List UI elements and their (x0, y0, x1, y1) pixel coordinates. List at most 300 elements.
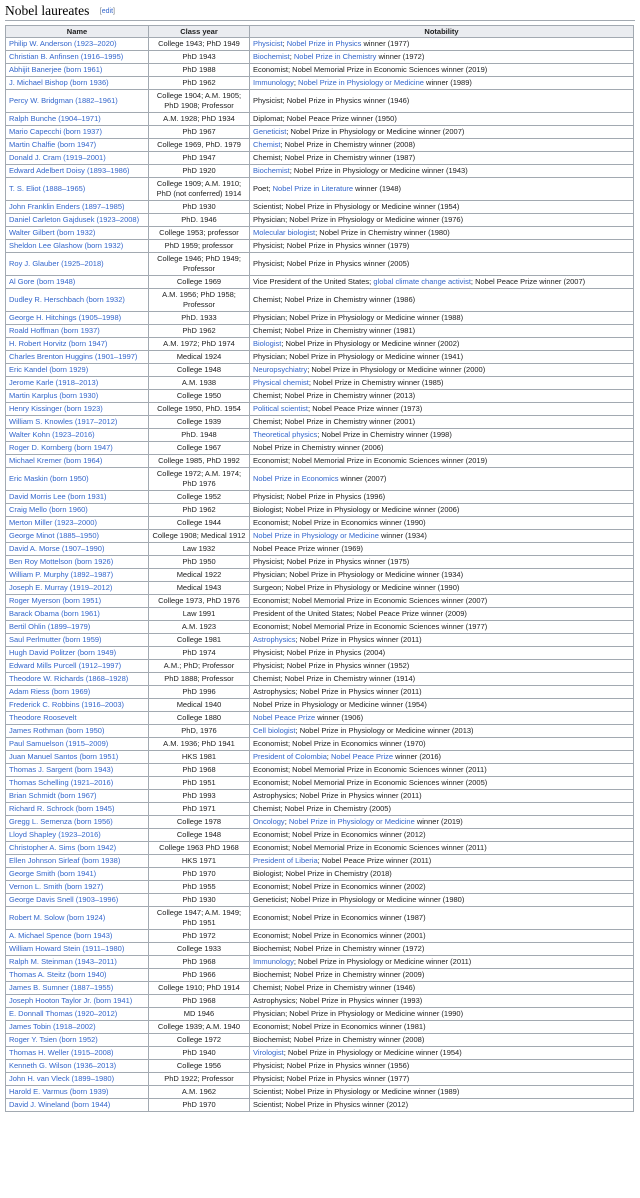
table-row (6, 504, 634, 517)
class-year-cell: PhD 1970 (149, 868, 250, 881)
laureate-name-cell (6, 1073, 149, 1086)
laureate-name-link[interactable]: Bertil Ohlin (1899–1979) (9, 622, 91, 631)
laureate-name-cell (6, 647, 149, 660)
notability-text: Astrophysics; Nobel Prize in Physics winner (2011) (253, 791, 422, 800)
laureate-name-link[interactable]: Robert M. Solow (born 1924) (9, 913, 106, 922)
laureate-name-link[interactable]: Charles Brenton Huggins (1901–1997) (9, 352, 138, 361)
laureate-name-cell (6, 1086, 149, 1099)
laureate-name-link[interactable]: David Morris Lee (born 1931) (9, 492, 107, 501)
laureate-name-link[interactable]: E. Donnall Thomas (1920–2012) (9, 1009, 118, 1018)
table-row (6, 855, 634, 868)
laureate-name-cell (6, 455, 149, 468)
laureate-name-cell (6, 468, 149, 491)
laureate-name-cell (6, 152, 149, 165)
notability-cell (250, 738, 634, 751)
laureate-name-link[interactable]: Roger D. Kornberg (born 1947) (9, 443, 113, 452)
laureate-name-cell (6, 276, 149, 289)
laureate-name-link[interactable]: Kenneth G. Wilson (1936–2013) (9, 1061, 117, 1070)
notability-link[interactable]: Cell biologist (253, 726, 296, 735)
laureate-name-link[interactable]: Thomas A. Steitz (born 1940) (9, 970, 107, 979)
laureate-name-cell (6, 621, 149, 634)
table-row (6, 64, 634, 77)
class-year-cell: College 1969, PhD. 1979 (149, 139, 250, 152)
notability-text: Physicist; Nobel Prize in Physics winner (1975) (253, 557, 410, 566)
laureate-name-link[interactable]: John Franklin Enders (1897–1985) (9, 202, 125, 211)
laureate-name-cell (6, 51, 149, 64)
notability-cell (250, 956, 634, 969)
class-year-cell: College 1978 (149, 816, 250, 829)
table-row (6, 227, 634, 240)
laureate-name-link[interactable]: Eric Kandel (born 1929) (9, 365, 89, 374)
notability-text: ; (289, 52, 294, 61)
table-row (6, 943, 634, 956)
notability-text: President of the United States; Nobel Peace Prize winner (2009) (253, 609, 467, 618)
notability-text: ; (326, 752, 331, 761)
laureate-name-link[interactable]: Vernon L. Smith (born 1927) (9, 882, 104, 891)
notability-cell (250, 1060, 634, 1073)
class-year-cell: College 1950, PhD. 1954 (149, 403, 250, 416)
notability-cell (250, 829, 634, 842)
class-year-cell: College 1969 (149, 276, 250, 289)
laureate-name-link[interactable]: Walter Kohn (1923–2016) (9, 430, 95, 439)
table-row (6, 390, 634, 403)
class-year-cell: College 1950 (149, 390, 250, 403)
column-header-class-year[interactable]: Class year (149, 26, 250, 38)
notability-link[interactable]: Oncology (253, 817, 285, 826)
notability-text: Biologist; Nobel Prize in Physiology or Medicine winner (2006) (253, 505, 460, 514)
class-year-cell: College 1880 (149, 712, 250, 725)
notability-link[interactable]: Nobel Prize in Physiology or Medicine (288, 817, 415, 826)
laureate-name-link[interactable]: Roald Hoffman (born 1937) (9, 326, 100, 335)
laureate-name-link[interactable]: Theodore W. Richards (1868–1928) (9, 674, 129, 683)
notability-text: Chemist; Nobel Prize in Chemistry winner (1986) (253, 295, 416, 304)
class-year-cell: College 1933 (149, 943, 250, 956)
laureate-name-link[interactable]: Joseph E. Murray (1919–2012) (9, 583, 113, 592)
notability-text: winner (1989) (423, 78, 472, 87)
edit-section (100, 8, 115, 15)
laureate-name-link[interactable]: T. S. Eliot (1888–1965) (9, 184, 86, 193)
notability-cell (250, 686, 634, 699)
laureate-name-cell (6, 712, 149, 725)
laureate-name-link[interactable]: A. Michael Spence (born 1943) (9, 931, 113, 940)
laureate-name-link[interactable]: Christian B. Anfinsen (1916–1995) (9, 52, 124, 61)
laureate-name-link[interactable]: Edward Adelbert Doisy (1893–1986) (9, 166, 130, 175)
laureate-name-link[interactable]: Ralph Bunche (1904–1971) (9, 114, 101, 123)
laureate-name-link[interactable]: George Minot (1885–1950) (9, 531, 100, 540)
notability-link[interactable]: Political scientist (253, 404, 309, 413)
laureate-name-link[interactable]: Theodore Roosevelt (9, 713, 77, 722)
class-year-cell: College 1947; A.M. 1949; PhD 1951 (149, 907, 250, 930)
laureate-name-link[interactable]: George Davis Snell (1903–1996) (9, 895, 119, 904)
table-row (6, 982, 634, 995)
class-year-cell: PhD 1971 (149, 803, 250, 816)
class-year-cell: PhD 1970 (149, 1099, 250, 1112)
laureate-name-cell (6, 289, 149, 312)
laureate-name-link[interactable]: Ellen Johnson Sirleaf (born 1938) (9, 856, 121, 865)
laureate-name-cell (6, 113, 149, 126)
class-year-cell: PhD 1996 (149, 686, 250, 699)
class-year-cell: Medical 1924 (149, 351, 250, 364)
laureate-name-link[interactable]: Hugh David Politzer (born 1949) (9, 648, 117, 657)
notability-link[interactable]: Chemist (253, 140, 281, 149)
laureate-name-link[interactable]: Philip W. Anderson (1923–2020) (9, 39, 117, 48)
table-row (6, 608, 634, 621)
notability-text: Biochemist; Nobel Prize in Chemistry winner (1972) (253, 944, 425, 953)
notability-link[interactable]: Biochemist (253, 52, 290, 61)
table-row (6, 90, 634, 113)
notability-link[interactable]: Nobel Prize in Economics (253, 474, 339, 483)
laureate-name-link[interactable]: Michael Kremer (born 1964) (9, 456, 103, 465)
notability-cell (250, 582, 634, 595)
notability-cell (250, 881, 634, 894)
laureate-name-link[interactable]: Dudley R. Herschbach (born 1932) (9, 295, 125, 304)
notability-cell (250, 764, 634, 777)
table-row (6, 442, 634, 455)
class-year-cell: PhD 1888; Professor (149, 673, 250, 686)
laureate-name-cell (6, 673, 149, 686)
notability-link[interactable]: Nobel Peace Prize (253, 713, 316, 722)
laureate-name-link[interactable]: Walter Gilbert (born 1932) (9, 228, 96, 237)
notability-link[interactable]: Neuropsychiatry (253, 365, 308, 374)
laureates-table (5, 25, 634, 1112)
notability-link[interactable]: Molecular biologist (253, 228, 316, 237)
notability-cell (250, 491, 634, 504)
table-row (6, 468, 634, 491)
notability-text: winner (2016) (393, 752, 442, 761)
notability-text: ; Nobel Prize in Physiology or Medicine winner (2013) (295, 726, 474, 735)
class-year-cell: PhD 1967 (149, 126, 250, 139)
notability-cell (250, 982, 634, 995)
notability-text: Diplomat; Nobel Peace Prize winner (1950) (253, 114, 397, 123)
table-row (6, 881, 634, 894)
laureate-name-cell (6, 943, 149, 956)
laureate-name-link[interactable]: George H. Hitchings (1905–1998) (9, 313, 122, 322)
notability-cell (250, 1008, 634, 1021)
notability-link[interactable]: Immunology (253, 78, 294, 87)
notability-cell (250, 442, 634, 455)
class-year-cell: PhD 1962 (149, 77, 250, 90)
laureate-name-cell (6, 686, 149, 699)
laureate-name-cell (6, 660, 149, 673)
notability-cell (250, 517, 634, 530)
table-row (6, 569, 634, 582)
table-row (6, 764, 634, 777)
laureate-name-link[interactable]: Sheldon Lee Glashow (born 1932) (9, 241, 124, 250)
notability-link[interactable]: Theoretical physics (253, 430, 318, 439)
laureate-name-link[interactable]: William S. Knowles (1917–2012) (9, 417, 118, 426)
laureate-name-cell (6, 416, 149, 429)
laureate-name-cell (6, 390, 149, 403)
class-year-cell: College 1981 (149, 634, 250, 647)
laureate-name-cell (6, 634, 149, 647)
laureate-name-cell (6, 829, 149, 842)
notability-cell (250, 227, 634, 240)
laureate-name-link[interactable]: Paul Samuelson (1915–2009) (9, 739, 109, 748)
laureate-name-link[interactable]: David A. Morse (1907–1990) (9, 544, 105, 553)
laureate-name-link[interactable]: Percy W. Bridgman (1882–1961) (9, 96, 118, 105)
edit-link[interactable]: edit (101, 8, 114, 15)
table-row (6, 582, 634, 595)
notability-cell (250, 930, 634, 943)
laureate-name-link[interactable]: Barack Obama (born 1961) (9, 609, 100, 618)
notability-link[interactable]: Nobel Prize in Literature (272, 184, 354, 193)
notability-link[interactable]: Astrophysics (253, 635, 296, 644)
notability-text: winner (1948) (353, 184, 402, 193)
laureate-name-link[interactable]: Donald J. Cram (1919–2001) (9, 153, 106, 162)
edit-bracket-open: [ (99, 8, 102, 15)
laureate-name-cell (6, 777, 149, 790)
table-header-row (6, 26, 634, 38)
notability-cell (250, 403, 634, 416)
laureate-name-link[interactable]: Mario Capecchi (born 1937) (9, 127, 102, 136)
class-year-cell: College 1948 (149, 364, 250, 377)
laureate-name-cell (6, 1034, 149, 1047)
laureate-name-link[interactable]: William Howard Stein (1911–1980) (9, 944, 125, 953)
notability-cell (250, 377, 634, 390)
laureate-name-link[interactable]: Lloyd Shapley (1923–2016) (9, 830, 101, 839)
laureate-name-link[interactable]: Abhijit Banerjee (born 1961) (9, 65, 103, 74)
laureate-name-cell (6, 894, 149, 907)
notability-text: Physician; Nobel Prize in Physiology or Medicine winner (1990) (253, 1009, 464, 1018)
table-row (6, 289, 634, 312)
notability-cell (250, 621, 634, 634)
laureate-name-link[interactable]: J. Michael Bishop (born 1936) (9, 78, 109, 87)
notability-text: Nobel Prize in Physiology or Medicine winner (1954) (253, 700, 427, 709)
laureate-name-link[interactable]: Jerome Karle (1918–2013) (9, 378, 99, 387)
notability-text: Economist; Nobel Memorial Prize in Economic Sciences winner (2019) (253, 65, 488, 74)
laureate-name-link[interactable]: James Tobin (1918–2002) (9, 1022, 96, 1031)
notability-cell (250, 38, 634, 51)
class-year-cell: College 1939 (149, 416, 250, 429)
laureate-name-cell (6, 253, 149, 276)
section-title: Nobel laureates (5, 3, 90, 18)
table-row (6, 829, 634, 842)
table-row (6, 634, 634, 647)
notability-cell (250, 312, 634, 325)
notability-text: Economist; Nobel Prize in Economics winner (1990) (253, 518, 426, 527)
laureate-name-cell (6, 325, 149, 338)
column-header-notability[interactable]: Notability (250, 26, 634, 38)
notability-link[interactable]: President of Liberia (253, 856, 318, 865)
notability-text: ; Nobel Prize in Physics winner (2011) (295, 635, 422, 644)
table-row (6, 660, 634, 673)
class-year-cell: College 1972 (149, 1034, 250, 1047)
class-year-cell: PhD 1940 (149, 1047, 250, 1060)
laureate-name-link[interactable]: Martin Chalfie (born 1947) (9, 140, 97, 149)
table-row (6, 126, 634, 139)
notability-link[interactable]: Immunology (253, 957, 294, 966)
notability-link[interactable]: global climate change activist (373, 277, 471, 286)
table-row (6, 312, 634, 325)
laureate-name-link[interactable]: Merton Miller (1923–2000) (9, 518, 97, 527)
laureate-name-link[interactable]: Ben Roy Mottelson (born 1926) (9, 557, 114, 566)
laureate-name-link[interactable]: Gregg L. Semenza (born 1956) (9, 817, 113, 826)
notability-link[interactable]: President of Colombia (253, 752, 327, 761)
notability-link[interactable]: Nobel Peace Prize (330, 752, 394, 761)
laureate-name-link[interactable]: Harold E. Varmus (born 1939) (9, 1087, 109, 1096)
table-row (6, 178, 634, 201)
notability-text: Physicist; Nobel Prize in Physics winner (1956) (253, 1061, 410, 1070)
laureate-name-link[interactable]: Richard R. Schrock (born 1945) (9, 804, 115, 813)
laureate-name-link[interactable]: Al Gore (born 1948) (9, 277, 76, 286)
table-row (6, 139, 634, 152)
notability-text: ; (282, 39, 287, 48)
table-row (6, 113, 634, 126)
laureate-name-cell (6, 982, 149, 995)
notability-text: Physicist; Nobel Prize in Physics winner (1952) (253, 661, 410, 670)
laureate-name-cell (6, 38, 149, 51)
laureate-name-cell (6, 139, 149, 152)
laureate-name-link[interactable]: Roger Y. Tsien (born 1952) (9, 1035, 98, 1044)
class-year-cell: Law 1932 (149, 543, 250, 556)
laureate-name-link[interactable]: Thomas H. Weller (1915–2008) (9, 1048, 114, 1057)
notability-cell (250, 416, 634, 429)
laureate-name-link[interactable]: H. Robert Horvitz (born 1947) (9, 339, 108, 348)
laureate-name-link[interactable]: Saul Perlmutter (born 1959) (9, 635, 102, 644)
table-row (6, 543, 634, 556)
laureate-name-link[interactable]: Adam Riess (born 1969) (9, 687, 91, 696)
laureate-name-link[interactable]: Brian Schmidt (born 1967) (9, 791, 97, 800)
class-year-cell: PhD. 1948 (149, 429, 250, 442)
class-year-cell: College 1953; professor (149, 227, 250, 240)
class-year-cell: PhD 1943 (149, 51, 250, 64)
laureate-name-link[interactable]: George Smith (born 1941) (9, 869, 97, 878)
laureate-name-link[interactable]: James Rothman (born 1950) (9, 726, 105, 735)
table-row (6, 712, 634, 725)
notability-cell (250, 725, 634, 738)
notability-cell (250, 1086, 634, 1099)
laureate-name-link[interactable]: Craig Mello (born 1960) (9, 505, 88, 514)
notability-link[interactable]: Physicist (253, 39, 283, 48)
laureate-name-link[interactable]: Frederick C. Robbins (1916–2003) (9, 700, 125, 709)
notability-cell (250, 51, 634, 64)
notability-link[interactable]: Nobel Prize in Physiology or Medicine (298, 78, 424, 87)
notability-cell (250, 126, 634, 139)
class-year-cell: PhD 1966 (149, 969, 250, 982)
class-year-cell: PhD 1951 (149, 777, 250, 790)
laureate-name-link[interactable]: Juan Manuel Santos (born 1951) (9, 752, 119, 761)
laureate-name-link[interactable]: John H. van Vleck (1899–1980) (9, 1074, 115, 1083)
column-header-name[interactable]: Name (6, 26, 149, 38)
notability-text: Physician; Nobel Prize in Physiology or Medicine winner (1941) (253, 352, 464, 361)
class-year-cell: PhD 1968 (149, 764, 250, 777)
table-row (6, 276, 634, 289)
class-year-cell: PhD 1922; Professor (149, 1073, 250, 1086)
table-row (6, 1034, 634, 1047)
laureate-name-cell (6, 201, 149, 214)
laureate-name-link[interactable]: Roger Myerson (born 1951) (9, 596, 102, 605)
laureate-name-link[interactable]: William P. Murphy (1892–1987) (9, 570, 114, 579)
table-row (6, 595, 634, 608)
table-row (6, 351, 634, 364)
notability-text: ; Nobel Prize in Physiology or Medicine winner (2011) (293, 957, 472, 966)
notability-link[interactable]: Virologist (253, 1048, 284, 1057)
notability-text: Economist; Nobel Prize in Economics winner (2001) (253, 931, 426, 940)
notability-link[interactable]: Biochemist (253, 166, 290, 175)
notability-link[interactable]: Nobel Prize in Physiology or Medicine (253, 531, 379, 540)
notability-cell (250, 504, 634, 517)
laureate-name-link[interactable]: Roy J. Glauber (1925–2018) (9, 259, 104, 268)
laureate-name-link[interactable]: Edward Mills Purcell (1912–1997) (9, 661, 122, 670)
laureate-name-cell (6, 1099, 149, 1112)
laureate-name-link[interactable]: Eric Maskin (born 1950) (9, 474, 89, 483)
laureate-name-link[interactable]: Daniel Carleton Gajdusek (1923–2008) (9, 215, 140, 224)
table-row (6, 517, 634, 530)
laureate-name-cell (6, 790, 149, 803)
notability-text: ; Nobel Prize in Chemistry winner (1980) (315, 228, 450, 237)
class-year-cell: College 1939; A.M. 1940 (149, 1021, 250, 1034)
laureate-name-link[interactable]: Martin Karplus (born 1930) (9, 391, 99, 400)
laureate-name-link[interactable]: Christopher A. Sims (born 1942) (9, 843, 117, 852)
notability-text: ; Nobel Prize in Physiology or Medicine winner (1954) (283, 1048, 462, 1057)
notability-text: Nobel Prize in Chemistry winner (2006) (253, 443, 384, 452)
notability-cell (250, 276, 634, 289)
notability-text: Chemist; Nobel Prize in Chemistry winner (2013) (253, 391, 416, 400)
notability-text: Physicist; Nobel Prize in Physics winner (1977) (253, 1074, 410, 1083)
section-heading (5, 2, 115, 22)
laureate-name-link[interactable]: Joseph Hooton Taylor Jr. (born 1941) (9, 996, 133, 1005)
notability-cell (250, 240, 634, 253)
notability-link[interactable]: Biologist (253, 339, 282, 348)
laureate-name-link[interactable]: Ralph M. Steinman (1943–2011) (9, 957, 117, 966)
laureate-name-cell (6, 377, 149, 390)
laureate-name-cell (6, 907, 149, 930)
laureate-name-link[interactable]: James B. Sumner (1887–1955) (9, 983, 114, 992)
class-year-cell: A.M. 1938 (149, 377, 250, 390)
notability-text: winner (1977) (361, 39, 410, 48)
laureate-name-link[interactable]: Thomas J. Sargent (born 1943) (9, 765, 114, 774)
laureate-name-link[interactable]: David J. Wineland (born 1944) (9, 1100, 111, 1109)
class-year-cell: PhD. 1946 (149, 214, 250, 227)
notability-cell (250, 77, 634, 90)
class-year-cell: Law 1991 (149, 608, 250, 621)
notability-text: Chemist; Nobel Prize in Chemistry (2005) (253, 804, 391, 813)
notability-text: Physician; Nobel Prize in Physiology or Medicine winner (1976) (253, 215, 464, 224)
notability-link[interactable]: Physical chemist (253, 378, 309, 387)
laureate-name-cell (6, 126, 149, 139)
table-row (6, 455, 634, 468)
class-year-cell: College 1985, PhD 1992 (149, 455, 250, 468)
class-year-cell: A.M.; PhD; Professor (149, 660, 250, 673)
notability-link[interactable]: Geneticist (253, 127, 287, 136)
laureate-name-cell (6, 429, 149, 442)
class-year-cell: College 1948 (149, 829, 250, 842)
notability-cell (250, 660, 634, 673)
laureate-name-link[interactable]: Thomas Schelling (1921–2016) (9, 778, 114, 787)
class-year-cell: A.M. 1956; PhD 1958; Professor (149, 289, 250, 312)
class-year-cell: College 1952 (149, 491, 250, 504)
table-row (6, 1099, 634, 1112)
notability-text: Vice President of the United States; (253, 277, 374, 286)
notability-text: ; Nobel Prize in Physiology or Medicine winner (1943) (289, 166, 468, 175)
notability-link[interactable]: Nobel Prize in Chemistry (293, 52, 377, 61)
notability-cell (250, 325, 634, 338)
notability-text: Surgeon; Nobel Prize in Physiology or Medicine winner (1990) (253, 583, 460, 592)
table-row (6, 751, 634, 764)
laureate-name-link[interactable]: Henry Kissinger (born 1923) (9, 404, 103, 413)
table-row (6, 364, 634, 377)
table-row (6, 491, 634, 504)
notability-cell (250, 595, 634, 608)
class-year-cell: PhD, 1976 (149, 725, 250, 738)
class-year-cell: College 1944 (149, 517, 250, 530)
notability-link[interactable]: Nobel Prize in Physics (286, 39, 362, 48)
table-row (6, 907, 634, 930)
notability-cell (250, 364, 634, 377)
notability-text: Economist; Nobel Prize in Economics winner (2012) (253, 830, 426, 839)
notability-cell (250, 338, 634, 351)
notability-text: Geneticist; Nobel Prize in Physiology or Medicine winner (1980) (253, 895, 465, 904)
